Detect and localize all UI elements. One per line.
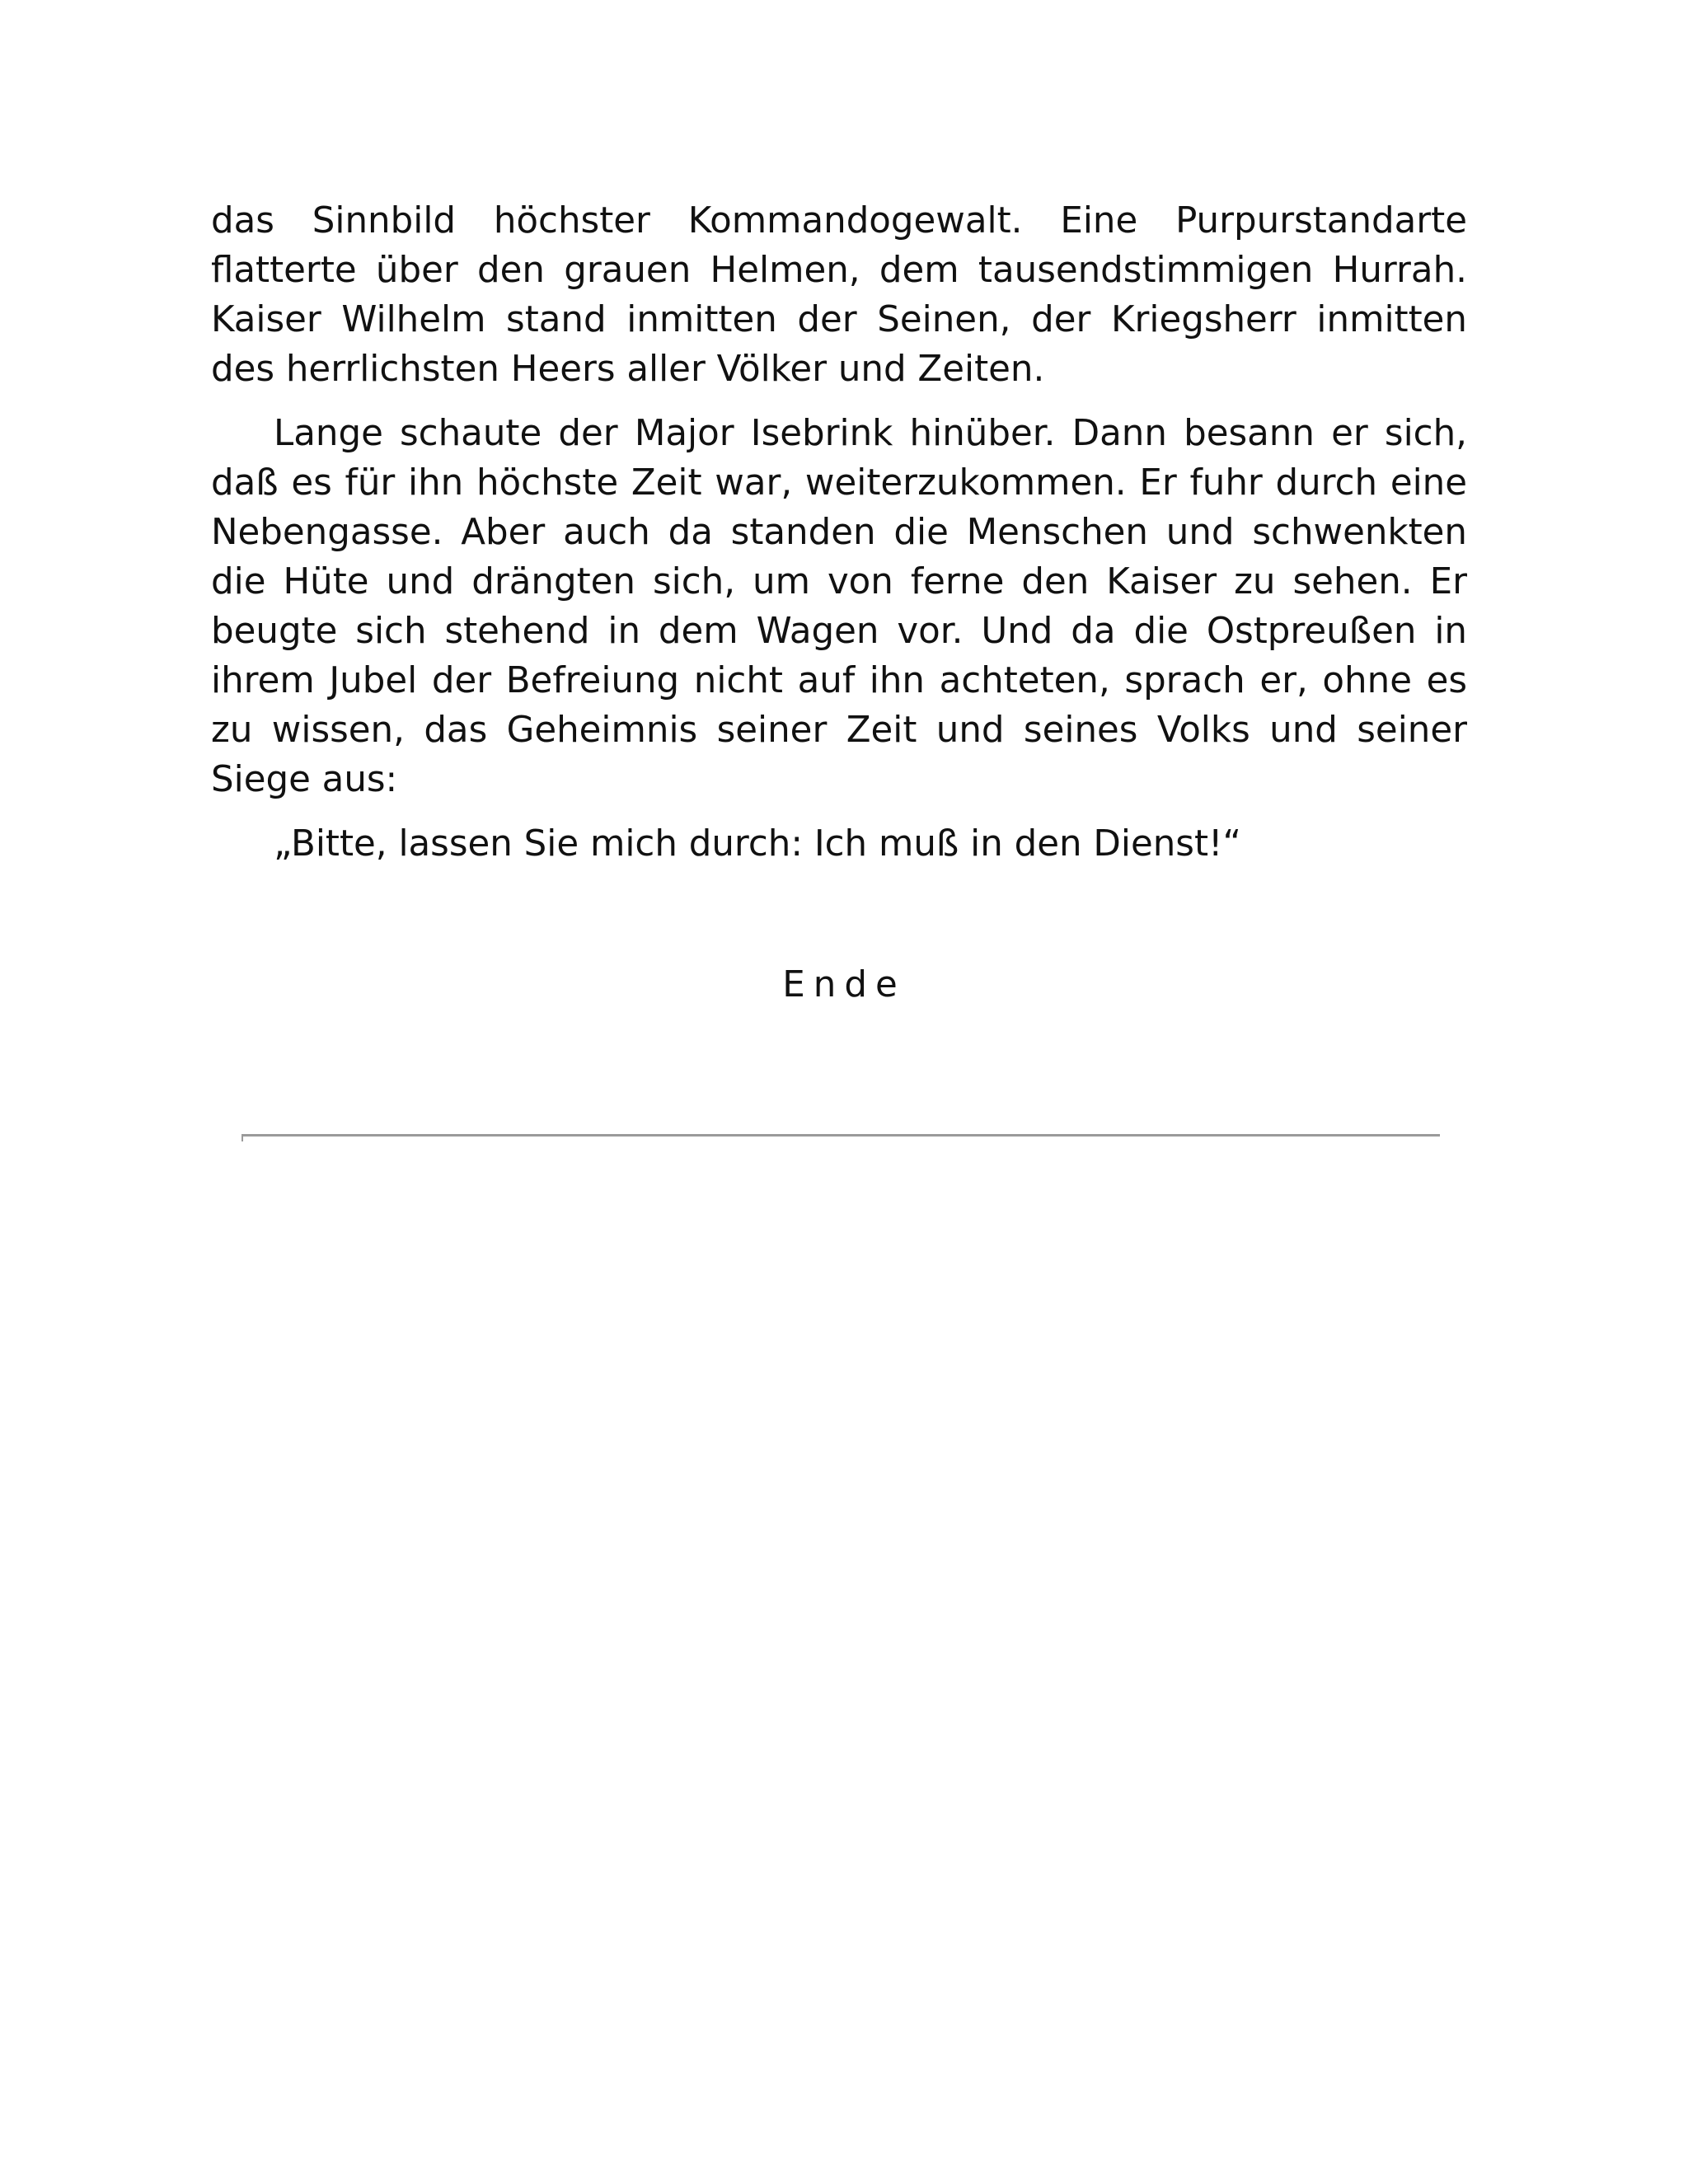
paragraph-3-quote: „Bitte, lassen Sie mich durch: Ich muß in den Dienst!“ [274,823,1241,865]
horizontal-rule-cap [241,1134,243,1141]
document-body [211,196,1467,883]
paragraph-1: das Sinnbild höchster Kommandogewalt. Eine Purpurstandarte flatterte über den grauen Helmen, dem tausendstimmigen Hurrah. Kaiser Wilhelm stand inmitten der Seinen, der Kriegsherr inmitten des herrlichsten Heers aller Völker und Zeiten. [211,200,1467,390]
paragraph-2: Lange schaute der Major Isebrink hinüber. Dann besann er sich, daß es für ihn höchste Zeit war, weiterzukommen. Er fuhr durch eine Nebengasse. Aber auch da standen die Menschen und schwenkten die Hüte und drängten sich, um von ferne den Kaiser zu sehen. Er beugte sich stehend in dem Wagen vor. Und da die Ostpreußen in ihrem Jubel der Befreiung nicht auf ihn achteten, sprach er, ohne es zu wissen, das Geheimnis seiner Zeit und seines Volks und seiner Siege aus: [211,413,1467,800]
horizontal-rule [241,1134,1440,1137]
end-label: Ende [782,964,906,1005]
